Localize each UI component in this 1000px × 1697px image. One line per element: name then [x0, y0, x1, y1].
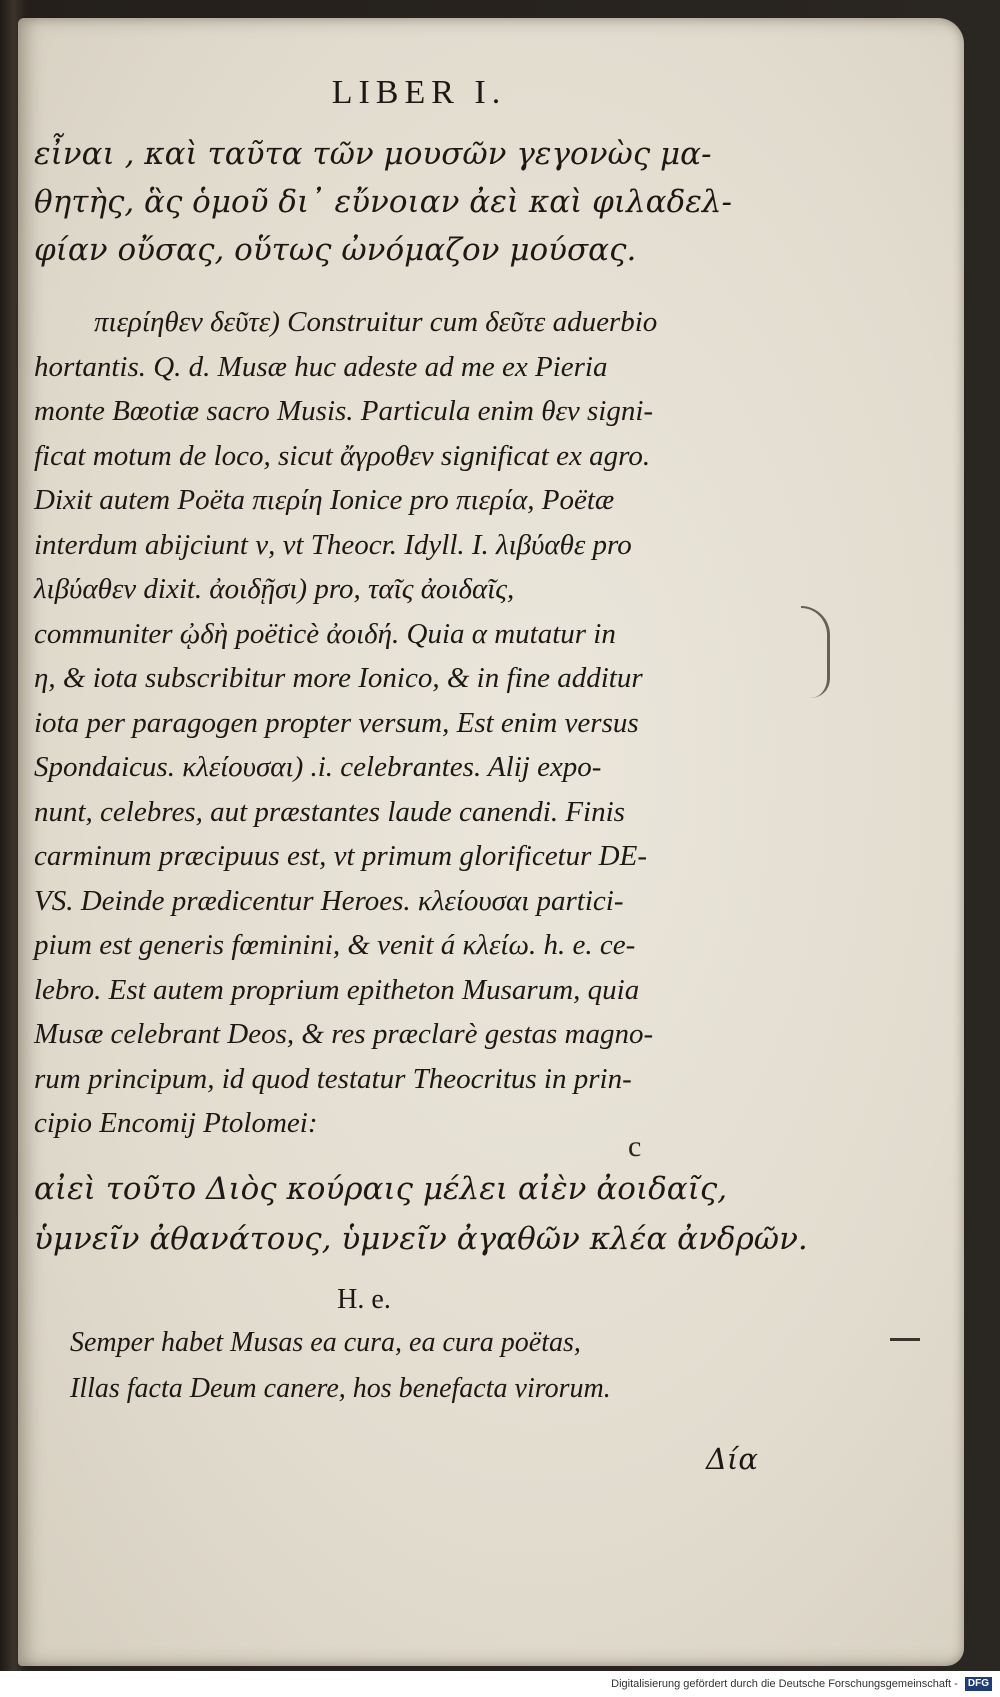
commentary-line: interdum abijciunt ν, vt Theocr. Idyll. I. λιβύαθε pro: [34, 528, 632, 561]
latin-verse-line: Illas facta Deum canere, hos benefacta virorum.: [70, 1372, 611, 1404]
margin-bracket-mark: [801, 606, 830, 698]
commentary-line: rum principum, id quod testatur Theocritus in prin-: [34, 1062, 632, 1095]
page-text: [34, 74, 808, 1412]
commentary-line: nunt, celebres, aut præstantes laude canendi. Finis: [34, 795, 625, 828]
greek-opening-text: [34, 130, 804, 274]
commentary-line: iota per paragogen propter versum, Est enim versus: [34, 706, 639, 739]
commentary-line: Musæ celebrant Deos, & res præclarè gestas magno-: [34, 1018, 654, 1050]
running-header: LIBER I.: [331, 74, 507, 111]
latin-verse-line: Semper habet Musas ea cura, ea cura poëtas,: [70, 1326, 581, 1358]
commentary-line: hortantis. Q. d. Musæ huc adeste ad me ex Pieria: [34, 350, 608, 383]
commentary-line: η, & iota subscribitur more Ionico, & in fine additur: [34, 662, 643, 694]
greek-verse-line: αἰεὶ τοῦτο Διὸς κούραις μέλει αἰὲν ἀοιδαῖς,: [34, 1170, 728, 1207]
dfg-logo: DFG: [965, 1677, 992, 1691]
book-page: [18, 18, 964, 1666]
commentary-line: πιερίηθεν δεῦτε) Construitur cum δεῦτε aduerbio: [94, 306, 658, 338]
greek-line: θητὴς, ἃς ὁμοῦ δι᾽ εὔνοιαν ἀεὶ καὶ φιλαδελ-: [34, 184, 733, 220]
commentary-line: monte Bœotiæ sacro Musis. Particula enim θεν signi-: [34, 395, 654, 427]
greek-line: φίαν οὔσας, οὕτως ὠνόμαζον μούσας.: [34, 232, 637, 268]
commentary-line: VS. Deinde prædicentur Heroes. κλείουσαι partici-: [34, 884, 624, 917]
commentary-line: cipio Encomij Ptolomei:: [34, 1107, 318, 1139]
commentary-line: Spondaicus. κλείουσαι) .i. celebrantes. Alij expo-: [34, 751, 602, 783]
commentary-line: Dixit autem Poëta πιερίη Ionice pro πιερία, Poëtæ: [34, 484, 615, 516]
commentary-line: ficat motum de loco, sicut ἄγροθεν significat ex agro.: [34, 439, 651, 472]
commentary-line: lebro. Est autem proprium epitheton Musarum, quia: [34, 973, 640, 1006]
digitization-footer: [0, 1671, 1000, 1697]
commentary-line: carminum præcipuus est, vt primum glorificetur DE-: [34, 840, 647, 872]
commentary-line: communiter ᾠδὴ poëticè ἀοιδή. Quia α mutatur in: [34, 617, 616, 650]
footer-credit: Digitalisierung gefördert durch die Deutsche Forschungsgemeinschaft -: [611, 1678, 958, 1690]
commentary-line: pium est generis fœminini, & venit á κλείω. h. e. ce-: [34, 929, 636, 961]
greek-verse-quotation: [34, 1164, 808, 1264]
latin-translation: [34, 1320, 804, 1412]
margin-dash-mark: [890, 1338, 920, 1341]
commentary-paragraph: [34, 300, 804, 1146]
greek-verse-line: ὑμνεῖν ἀθανάτους, ὑμνεῖν ἀγαθῶν κλέα ἀνδρῶν.: [34, 1220, 808, 1257]
signature-mark: c: [628, 1130, 642, 1163]
translation-label: H. e.: [337, 1283, 391, 1315]
catchword: Δία: [706, 1442, 758, 1476]
commentary-line: λιβύαθεν dixit. ἀοιδῇσι) pro, ταῖς ἀοιδαῖς,: [34, 573, 515, 605]
greek-line: εἶναι , καὶ ταῦτα τῶν μουσῶν γεγονὼς μα-: [34, 136, 712, 172]
